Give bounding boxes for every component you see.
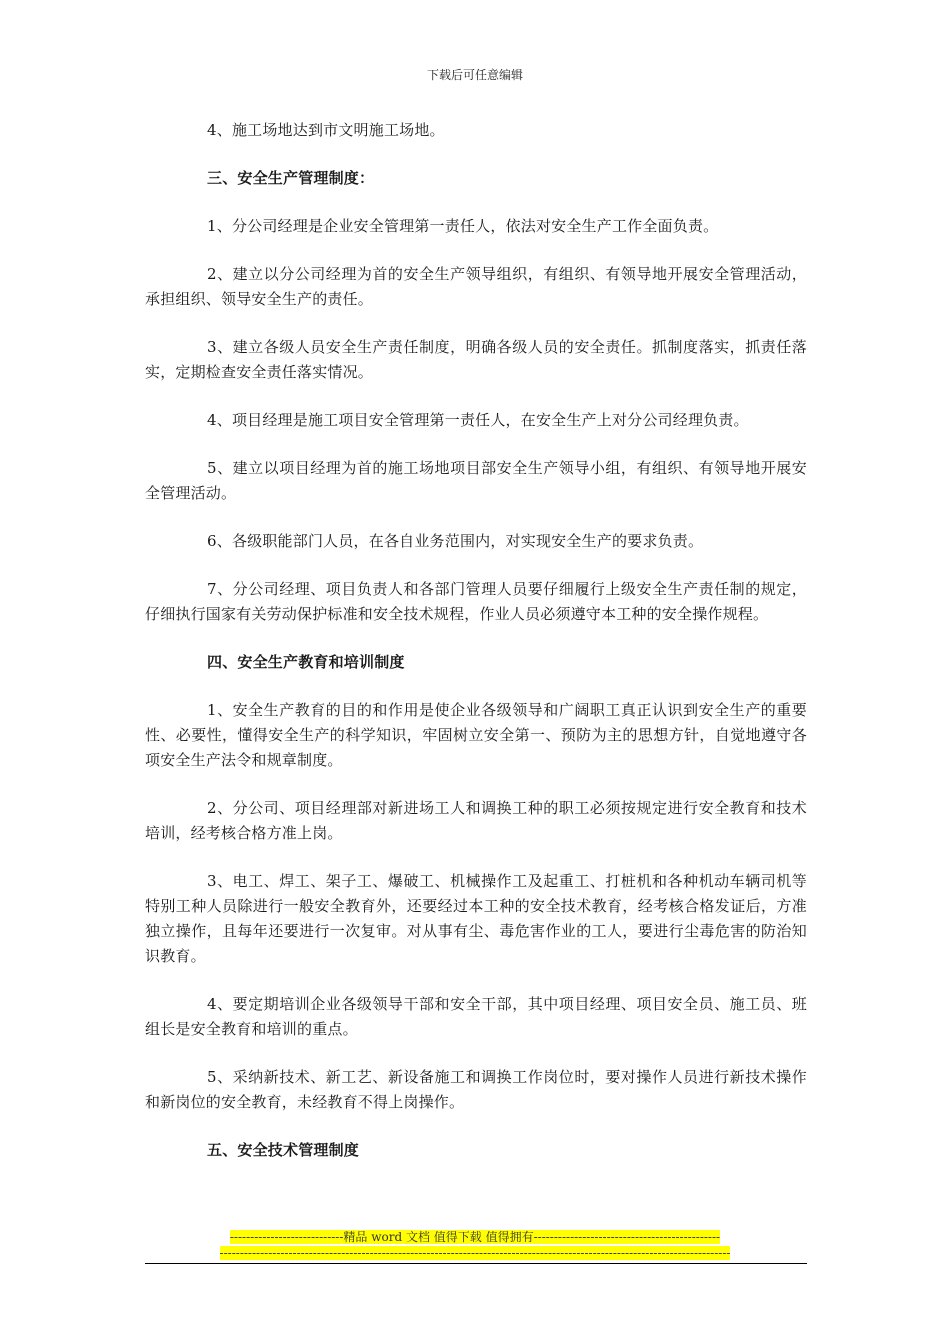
paragraph: 4、施工场地达到市文明施工场地。 (207, 121, 445, 139)
paragraph: 1、安全生产教育的目的和作用是使企业各级领导和广阔职工真正认识到安全生产的重要性、必要性，懂得安全生产的科学知识，牢固树立安全第一、预防为主的思想方针，自觉地遵守各项安全生产法令和规章制度。 (145, 701, 807, 769)
paragraph: 5、采纳新技术、新工艺、新设备施工和调换工作岗位时，要对操作人员进行新技术操作和新岗位的安全教育，未经教育不得上岗操作。 (145, 1068, 807, 1111)
section-heading: 四、安全生产教育和培训制度 (207, 653, 405, 671)
paragraph: 3、建立各级人员安全生产责任制度，明确各级人员的安全责任。抓制度落实，抓责任落实，定期检查安全责任落实情况。 (145, 338, 807, 381)
paragraph: 5、建立以项目经理为首的施工场地项目部安全生产领导小组，有组织、有领导地开展安全管理活动。 (145, 459, 807, 502)
footer-rule (145, 1263, 807, 1264)
section-heading: 五、安全技术管理制度 (207, 1141, 360, 1159)
paragraph: 4、要定期培训企业各级领导干部和安全干部，其中项目经理、项目安全员、施工员、班组长是安全教育和培训的重点。 (145, 995, 807, 1038)
paragraph: 6、各级职能部门人员，在各自业务范围内，对实现安全生产的要求负责。 (207, 532, 704, 550)
paragraph: 2、分公司、项目经理部对新进场工人和调换工种的职工必须按规定进行安全教育和技术培训，经考核合格方准上岗。 (145, 799, 807, 842)
footer-banner-text: ----------------------------精品 word 文档 值得下载 值得拥有---------------------------------------------- (229, 1230, 721, 1244)
paragraph: 4、项目经理是施工项目安全管理第一责任人，在安全生产上对分公司经理负责。 (207, 411, 749, 429)
paragraph: 2、建立以分公司经理为首的安全生产领导组织，有组织、有领导地开展安全管理活动，承担组织、领导安全生产的责任。 (145, 265, 807, 308)
paragraph: 7、分公司经理、项目负责人和各部门管理人员要仔细履行上级安全生产责任制的规定，仔细执行国家有关劳动保护标准和安全技术规程，作业人员必须遵守本工种的安全操作规程。 (145, 580, 807, 623)
paragraph: 3、电工、焊工、架子工、爆破工、机械操作工及起重工、打桩机和各种机动车辆司机等特别工种人员除进行一般安全教育外，还要经过本工种的安全技术教育，经考核合格发证后，方准独立操作，且每年还要进行一次复审。对从事有尘、毒危害作业的工人，要进行尘毒危害的防治知识教育。 (145, 872, 807, 965)
page-header: 下载后可任意编辑 (426, 68, 523, 82)
footer-dash-text: ------------------------------------------------------------------------------------------------------------------------------ (219, 1246, 731, 1260)
footer-banner (0, 1230, 950, 1244)
paragraph: 1、分公司经理是企业安全管理第一责任人，依法对安全生产工作全面负责。 (207, 217, 719, 235)
document-body (145, 118, 807, 1186)
section-heading: 三、安全生产管理制度： (207, 169, 375, 187)
footer-dash-line (0, 1246, 950, 1260)
